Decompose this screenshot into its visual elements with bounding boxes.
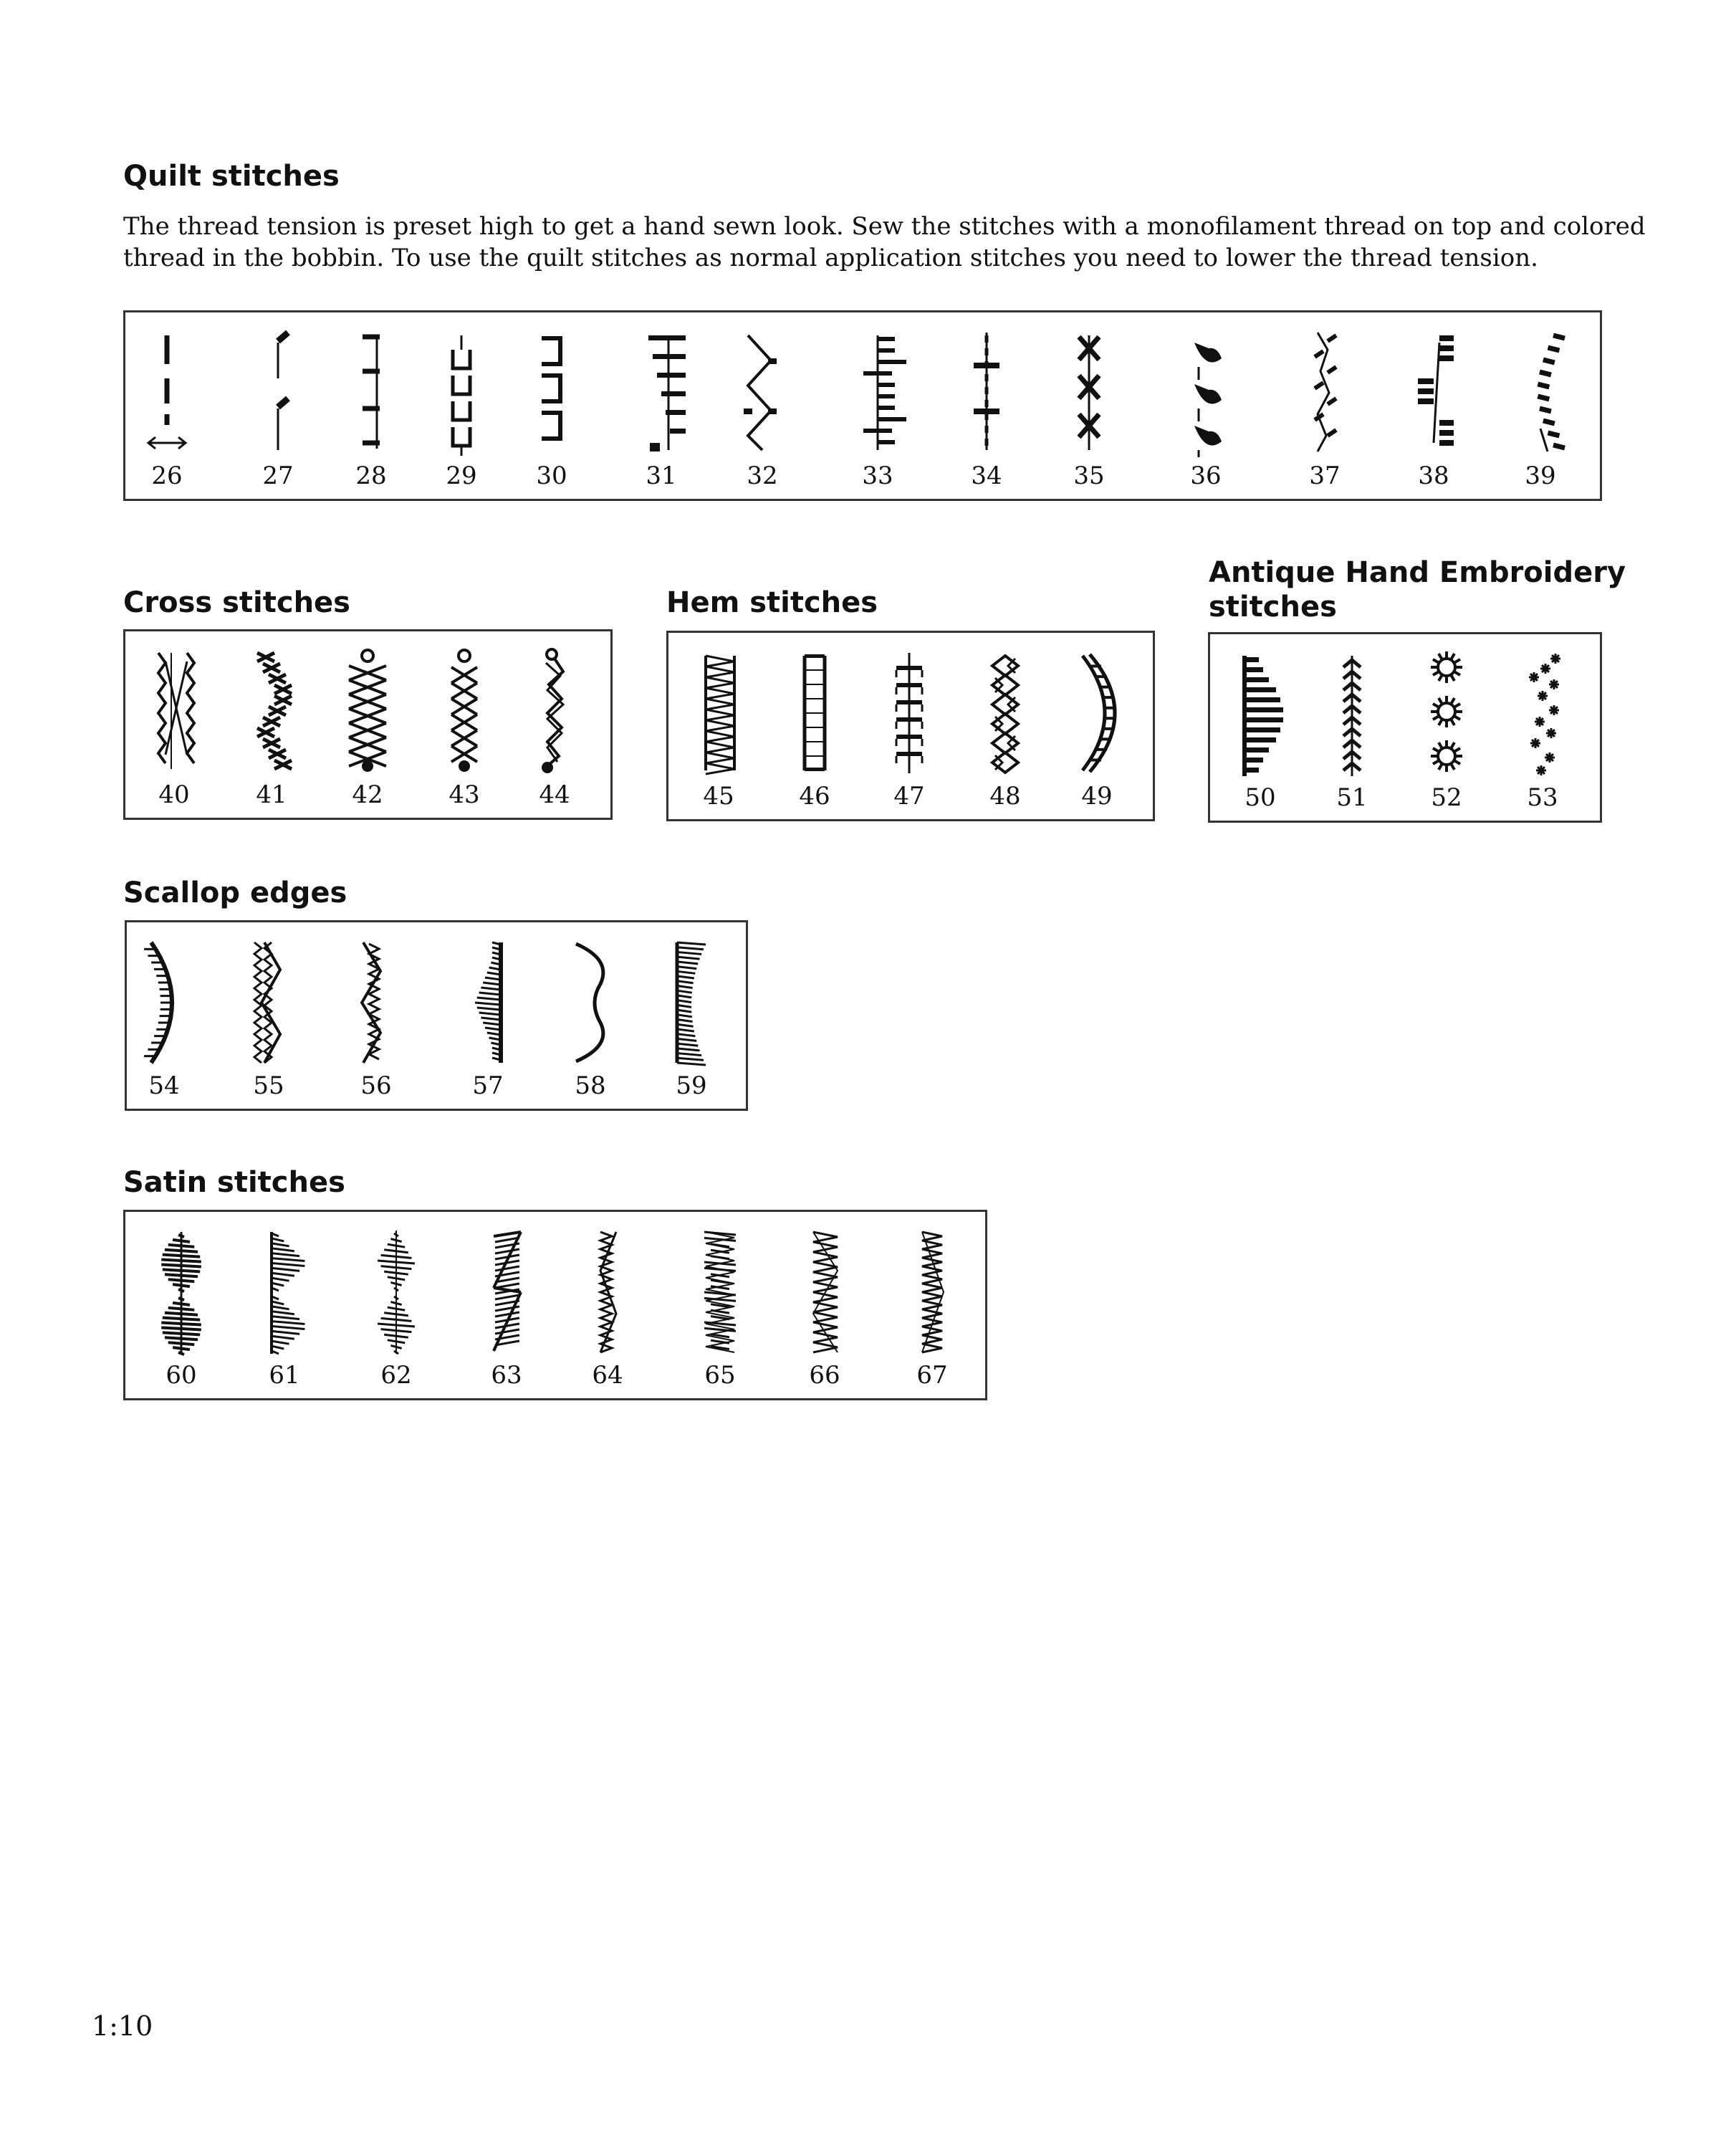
stitch-42 xyxy=(328,631,407,818)
intro-line-2: thread in the bobbin. To use the quilt stitches as normal application stitches you need to lower the thread tension. xyxy=(123,244,1538,272)
antique-stitches-panel xyxy=(1208,632,1602,823)
stitch-60 xyxy=(138,1212,224,1398)
stitch-number: 34 xyxy=(971,462,1002,490)
stitch-number: 39 xyxy=(1525,462,1556,490)
scallop-edges-heading: Scallop edges xyxy=(123,876,347,909)
hem-stitches-panel xyxy=(666,631,1155,821)
stitch-53 xyxy=(1503,634,1582,821)
stitch-number: 32 xyxy=(747,462,778,490)
stitch-37 xyxy=(1282,312,1368,499)
stitch-28 xyxy=(328,312,414,499)
stitch-number: 67 xyxy=(916,1361,948,1390)
stitch-number: 27 xyxy=(262,462,294,490)
stitch-number: 31 xyxy=(646,462,677,490)
intro-line-1: The thread tension is preset high to get a hand sewn look. Sew the stitches with a monofilament thread on top and colored xyxy=(123,212,1646,241)
stitch-number: 45 xyxy=(703,782,734,811)
stitch-52 xyxy=(1407,634,1486,821)
stitch-49 xyxy=(1058,633,1136,819)
stitch-number: 47 xyxy=(893,782,925,811)
stitch-number: 56 xyxy=(360,1071,392,1100)
stitch-50 xyxy=(1221,634,1300,821)
stitch-26 xyxy=(124,312,210,499)
stitch-number: 53 xyxy=(1527,783,1558,812)
stitch-number: 59 xyxy=(676,1071,707,1100)
stitch-64 xyxy=(565,1212,651,1398)
quilt-stitches-panel xyxy=(123,310,1602,501)
stitch-number: 52 xyxy=(1431,783,1462,812)
stitch-41 xyxy=(232,631,311,818)
scallop-edges-panel xyxy=(125,920,748,1111)
stitch-35 xyxy=(1046,312,1132,499)
stitch-number: 64 xyxy=(592,1361,623,1390)
cross-stitches-heading: Cross stitches xyxy=(123,586,350,619)
intro-paragraph xyxy=(123,211,1646,274)
quilt-stitches-heading: Quilt stitches xyxy=(123,160,340,193)
stitch-61 xyxy=(241,1212,327,1398)
stitch-number: 38 xyxy=(1418,462,1449,490)
stitch-number: 65 xyxy=(704,1361,736,1390)
stitch-number: 28 xyxy=(355,462,387,490)
stitch-number: 33 xyxy=(862,462,893,490)
stitch-39 xyxy=(1497,312,1583,499)
stitch-67 xyxy=(889,1212,975,1398)
cross-stitches-panel xyxy=(123,629,613,820)
stitch-number: 36 xyxy=(1190,462,1222,490)
stitch-number: 66 xyxy=(809,1361,840,1390)
stitch-45 xyxy=(679,633,758,819)
stitch-66 xyxy=(782,1212,868,1398)
stitch-number: 61 xyxy=(269,1361,300,1390)
page-number: 1:10 xyxy=(92,2010,153,2042)
stitch-62 xyxy=(353,1212,439,1398)
stitch-number: 35 xyxy=(1073,462,1105,490)
stitch-57 xyxy=(445,922,531,1109)
stitch-33 xyxy=(835,312,921,499)
stitch-number: 41 xyxy=(256,780,287,809)
hem-stitches-heading: Hem stitches xyxy=(666,586,878,619)
stitch-number: 58 xyxy=(575,1071,606,1100)
stitch-32 xyxy=(719,312,805,499)
antique-heading-line-2: stitches xyxy=(1209,591,1337,624)
stitch-number: 49 xyxy=(1081,782,1113,811)
stitch-31 xyxy=(618,312,704,499)
stitch-number: 63 xyxy=(491,1361,522,1390)
stitch-number: 60 xyxy=(166,1361,197,1390)
stitch-51 xyxy=(1313,634,1391,821)
stitch-number: 54 xyxy=(148,1071,180,1100)
stitch-number: 48 xyxy=(989,782,1021,811)
stitch-30 xyxy=(509,312,595,499)
stitch-55 xyxy=(226,922,312,1109)
stitch-34 xyxy=(944,312,1030,499)
stitch-number: 40 xyxy=(158,780,190,809)
stitch-58 xyxy=(547,922,633,1109)
antique-stitches-heading xyxy=(1209,555,1626,624)
stitch-63 xyxy=(464,1212,550,1398)
stitch-number: 57 xyxy=(472,1071,504,1100)
stitch-36 xyxy=(1163,312,1249,499)
satin-stitches-heading: Satin stitches xyxy=(123,1166,345,1199)
stitch-46 xyxy=(775,633,854,819)
stitch-59 xyxy=(648,922,734,1109)
stitch-27 xyxy=(235,312,321,499)
stitch-29 xyxy=(418,312,504,499)
stitch-54 xyxy=(121,922,207,1109)
antique-heading-line-1: Antique Hand Embroidery xyxy=(1209,556,1626,589)
stitch-43 xyxy=(425,631,504,818)
stitch-number: 50 xyxy=(1245,783,1276,812)
stitch-number: 44 xyxy=(539,780,570,809)
stitch-number: 37 xyxy=(1309,462,1341,490)
stitch-number: 26 xyxy=(151,462,183,490)
stitch-number: 46 xyxy=(799,782,830,811)
stitch-number: 51 xyxy=(1336,783,1368,812)
stitch-48 xyxy=(966,633,1045,819)
stitch-65 xyxy=(677,1212,763,1398)
stitch-47 xyxy=(870,633,949,819)
stitch-44 xyxy=(515,631,594,818)
stitch-number: 29 xyxy=(446,462,477,490)
stitch-38 xyxy=(1391,312,1477,499)
stitch-number: 30 xyxy=(536,462,567,490)
stitch-56 xyxy=(333,922,419,1109)
stitch-number: 43 xyxy=(449,780,480,809)
stitch-number: 55 xyxy=(253,1071,284,1100)
stitch-number: 42 xyxy=(352,780,383,809)
stitch-40 xyxy=(135,631,214,818)
stitch-number: 62 xyxy=(380,1361,412,1390)
satin-stitches-panel xyxy=(123,1210,987,1400)
